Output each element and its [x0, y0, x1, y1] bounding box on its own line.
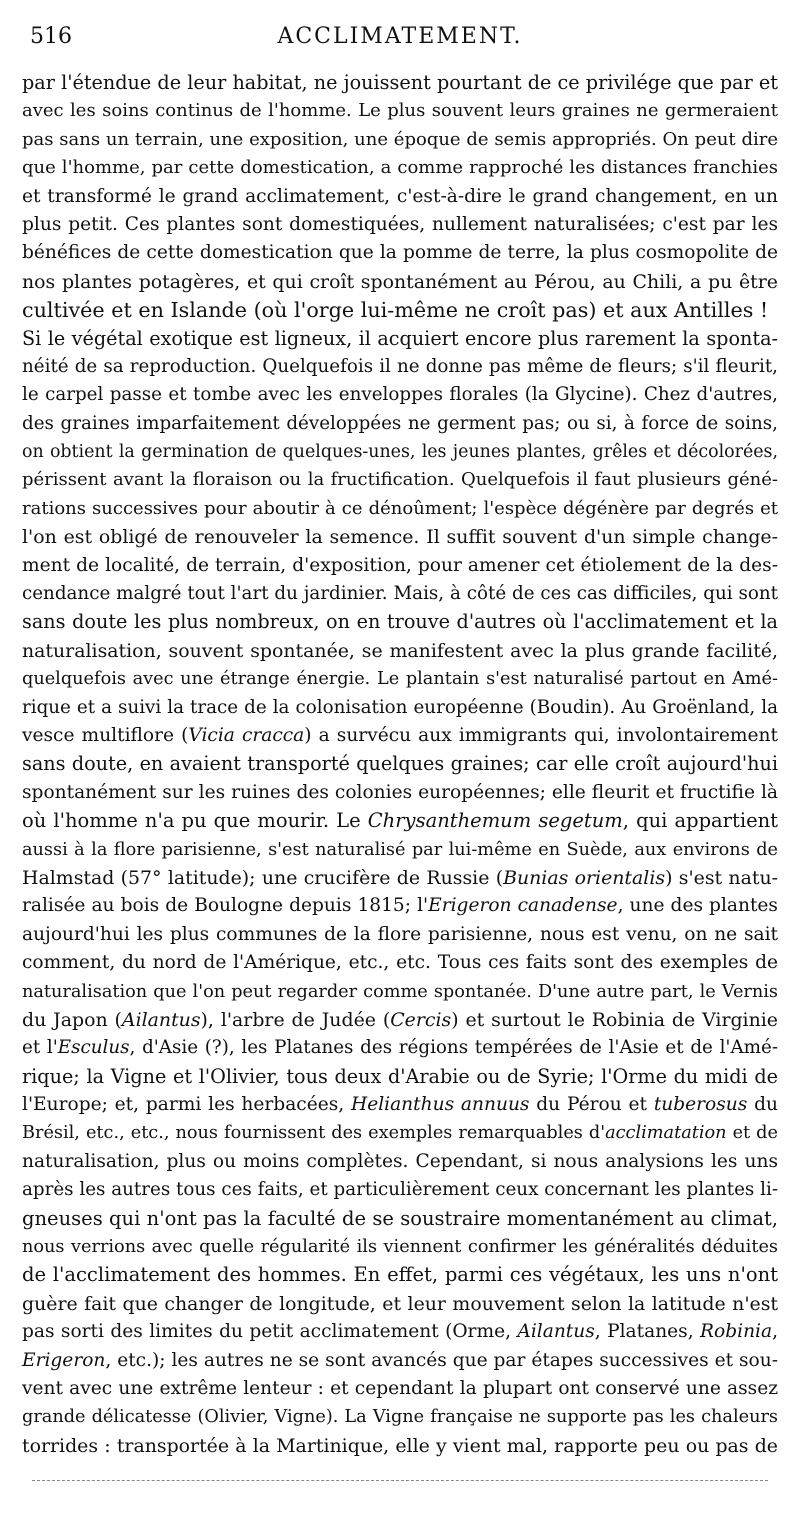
text-segment: le carpel passe et tombe avec les enveloppes florales (la Glycine). Chez d'autres,	[22, 384, 778, 406]
italic-term: tuberosus	[653, 1094, 748, 1116]
text-segment: vesce multiflore (	[22, 724, 189, 746]
text-segment: sans doute les plus nombreux, on en trouve d'autres où l'acclimatement et la	[22, 610, 778, 634]
text-line	[22, 1205, 778, 1233]
text-segment: spontanément sur les ruines des colonies européennes; elle fleurit et fructifie là	[22, 781, 778, 803]
text-segment: de l'acclimatement des hommes. En effet, parmi ces végétaux, les uns n'ont	[22, 1263, 778, 1287]
text-line	[22, 211, 778, 239]
text-line	[22, 97, 778, 125]
text-line	[22, 921, 778, 949]
text-line	[22, 1403, 778, 1431]
text-segment: gneuses qui n'ont pas la faculté de se soustraire momentanément au climat,	[22, 1206, 778, 1230]
text-line	[22, 353, 778, 381]
text-segment: , qui appartient	[622, 809, 779, 833]
text-line	[22, 1261, 778, 1289]
text-segment: ment de localité, de terrain, d'exposition, pour amener cet étiolement de la des-	[22, 554, 778, 576]
text-line	[22, 750, 778, 778]
text-line	[22, 608, 778, 636]
text-segment: comment, du nord de l'Amérique, etc., etc. Tous ces faits sont des exemples de	[22, 952, 778, 974]
text-line	[22, 381, 778, 409]
text-line	[22, 126, 778, 154]
text-segment: par l'étendue de leur habitat, ne jouissent pourtant de ce privilége que par et	[22, 71, 778, 94]
text-segment: guère fait que changer de longitude, et leur mouvement selon la latitude n'est	[22, 1292, 778, 1315]
italic-term: Robinia	[700, 1321, 773, 1343]
text-segment: ralisée au bois de Boulogne depuis 1815; l'	[22, 895, 429, 917]
footer-rule	[32, 1480, 768, 1481]
text-line	[22, 892, 778, 920]
text-line	[22, 268, 778, 296]
italic-term: Bunias orientalis	[503, 866, 666, 889]
text-line	[22, 779, 778, 807]
text-segment: vent avec une extrême lenteur : et cependant la plupart ont conservé une assez	[22, 1377, 778, 1399]
text-segment: du Japon (	[22, 1008, 122, 1031]
text-line	[22, 665, 778, 693]
text-segment: rations successives pour aboutir à ce dénoûment; l'espèce dégénère par degrés et	[22, 497, 778, 519]
text-line	[22, 183, 778, 211]
text-segment: avec les soins continus de l'homme. Le plus souvent leurs graines ne germeraient	[22, 100, 778, 122]
text-segment: sans doute, en avaient transporté quelques graines; car elle croît aujourd'hui	[22, 752, 778, 776]
text-segment: quelquefois avec une étrange énergie. Le plantain s'est naturalisé partout en Amé-	[22, 669, 778, 690]
text-segment: ) et surtout le Robinia de Virginie	[451, 1008, 778, 1031]
page-number: 516	[30, 24, 72, 49]
text-segment: et transformé le grand acclimatement, c'est-à-dire le grand changement, en un	[22, 185, 778, 207]
text-line	[22, 580, 778, 608]
text-segment: on obtient la germination de quelques-unes, les jeunes plantes, grêles et décolorées,	[22, 442, 778, 463]
text-segment: pas sans un terrain, une exposition, une époque de semis appropriés. On peut dire	[22, 128, 778, 150]
text-line	[22, 836, 778, 864]
text-line	[22, 325, 778, 353]
text-segment: , une des plantes	[617, 895, 778, 917]
text-segment: du Pérou et	[529, 1094, 654, 1116]
text-line	[22, 1233, 778, 1261]
text-line	[22, 495, 778, 523]
text-segment: pas sorti des limites du petit acclimatement (Orme,	[22, 1321, 518, 1343]
text-segment: Halmstad (57° latitude); une crucifère de Russie (	[22, 866, 504, 889]
text-segment: rique et a suivi la trace de la colonisation européenne (Boudin). Au Groënland, la	[22, 696, 778, 718]
body-text	[22, 69, 778, 1460]
text-segment: ), l'arbre de Judée (	[200, 1008, 391, 1031]
text-segment: naturalisation, plus ou moins complètes. Cependant, si nous analysions les uns	[22, 1150, 778, 1172]
text-line	[22, 978, 778, 1006]
text-segment: ) s'est natu-	[665, 866, 779, 889]
text-line	[22, 466, 778, 494]
italic-term: Erigeron canadense	[428, 895, 618, 917]
text-segment: naturalisation que l'on peut regarder comme spontanée. D'une autre part, le Vernis	[22, 981, 778, 1002]
text-line	[22, 1176, 778, 1204]
page-header	[0, 8, 800, 48]
text-line	[22, 69, 778, 97]
italic-term: Esculus	[57, 1037, 130, 1059]
italic-term: Erigeron	[22, 1349, 106, 1371]
italic-term: Chrysanthemum segetum	[367, 809, 623, 833]
italic-term: Ailantus	[121, 1008, 201, 1031]
text-line	[22, 722, 778, 750]
text-line	[22, 949, 778, 977]
italic-term: Cercis	[390, 1008, 452, 1031]
text-segment: ) a survécu aux immigrants qui, involontairement	[304, 724, 778, 746]
text-segment: naturalisation, souvent spontanée, se manifestent avec la plus grande facilité,	[22, 639, 778, 662]
text-segment: nos plantes potagères, et qui croît spontanément au Pérou, au Chili, a pu être	[22, 270, 778, 293]
italic-term: acclimatation	[605, 1123, 727, 1144]
italic-term: Ailantus	[517, 1321, 595, 1343]
text-line	[22, 1006, 778, 1034]
text-segment: du	[747, 1094, 779, 1116]
text-line	[22, 1290, 778, 1318]
text-line	[22, 438, 778, 466]
text-segment: l'on est obligé de renouveler la semence. Il suffit souvent d'un simple change-	[22, 526, 778, 549]
text-segment: cendance malgré tout l'art du jardinier. Mais, à côté de ces cas difficiles, qui sont	[22, 583, 778, 605]
text-line	[22, 1347, 778, 1375]
italic-term: Vicia cracca	[188, 724, 305, 746]
text-segment: et l'	[22, 1037, 58, 1059]
text-segment: après les autres tous ces faits, et particulièrement ceux concernant les plantes li-	[22, 1179, 778, 1201]
text-line	[22, 552, 778, 580]
text-segment: des graines imparfaitement développées ne germent pas; ou si, à force de soins,	[22, 412, 778, 434]
text-segment: , etc.); les autres ne se sont avancés que par étapes successives et sou-	[105, 1349, 778, 1371]
text-line	[22, 410, 778, 438]
text-segment: où l'homme n'a pu que mourir. Le	[22, 809, 368, 833]
text-segment: périssent avant la floraison ou la fructification. Quelquefois il faut plusieurs géné-	[22, 469, 778, 491]
text-segment: ,	[772, 1321, 779, 1343]
text-line	[22, 807, 778, 835]
text-line	[22, 1432, 778, 1460]
text-segment: , d'Asie (?), les Platanes des régions tempérées de l'Asie et de l'Amé-	[129, 1037, 778, 1059]
text-segment: Si le végétal exotique est ligneux, il acquiert encore plus rarement la sponta-	[22, 326, 778, 350]
text-line	[22, 1119, 778, 1147]
text-line	[22, 1063, 778, 1091]
text-segment: grande délicatesse (Olivier, Vigne). La Vigne française ne supporte pas les chaleurs	[22, 1407, 778, 1428]
text-line	[22, 1091, 778, 1119]
text-line	[22, 239, 778, 267]
text-segment: nous verrions avec quelle régularité ils viennent confirmer les généralités déduites	[22, 1237, 778, 1258]
text-segment: que l'homme, par cette domestication, a comme rapproché les distances franchies	[22, 157, 778, 179]
text-segment: torrides : transportée à la Martinique, elle y vient mal, rapporte peu ou pas de	[22, 1434, 778, 1457]
text-line	[22, 637, 778, 665]
text-line	[22, 523, 778, 551]
text-segment: aujourd'hui les plus communes de la flore parisienne, nous est venu, on ne sait	[22, 923, 778, 945]
text-line	[22, 1375, 778, 1403]
text-line	[22, 154, 778, 182]
text-line	[22, 296, 778, 324]
text-segment: néité de sa reproduction. Quelquefois il ne donne pas même de fleurs; s'il fleurit,	[22, 355, 778, 377]
text-line	[22, 694, 778, 722]
text-segment: aussi à la flore parisienne, s'est naturalisé par lui-même en Suède, aux environs de	[22, 839, 778, 860]
text-segment: l'Europe; et, parmi les herbacées,	[22, 1094, 351, 1116]
text-segment: , Platanes,	[594, 1321, 701, 1343]
text-segment: Brésil, etc., etc., nous fournissent des exemples remarquables d'	[22, 1123, 606, 1144]
text-line	[22, 1034, 778, 1062]
text-segment: et de	[726, 1123, 778, 1144]
text-segment: plus petit. Ces plantes sont domestiquées, nullement naturalisées; c'est par les	[22, 213, 778, 235]
text-line	[22, 1318, 778, 1346]
text-line	[22, 1148, 778, 1176]
italic-term: Helianthus annuus	[350, 1094, 530, 1116]
running-title: ACCLIMATEMENT.	[277, 24, 523, 49]
text-segment: bénéfices de cette domestication que la pomme de terre, la plus cosmopolite de	[22, 242, 778, 264]
text-segment: rique; la Vigne et l'Olivier, tous deux d'Arabie ou de Syrie; l'Orme du midi de	[22, 1064, 778, 1088]
text-line	[22, 864, 778, 892]
text-segment: cultivée et en Islande (où l'orge lui-même ne croît pas) et aux Antilles !	[22, 298, 769, 323]
